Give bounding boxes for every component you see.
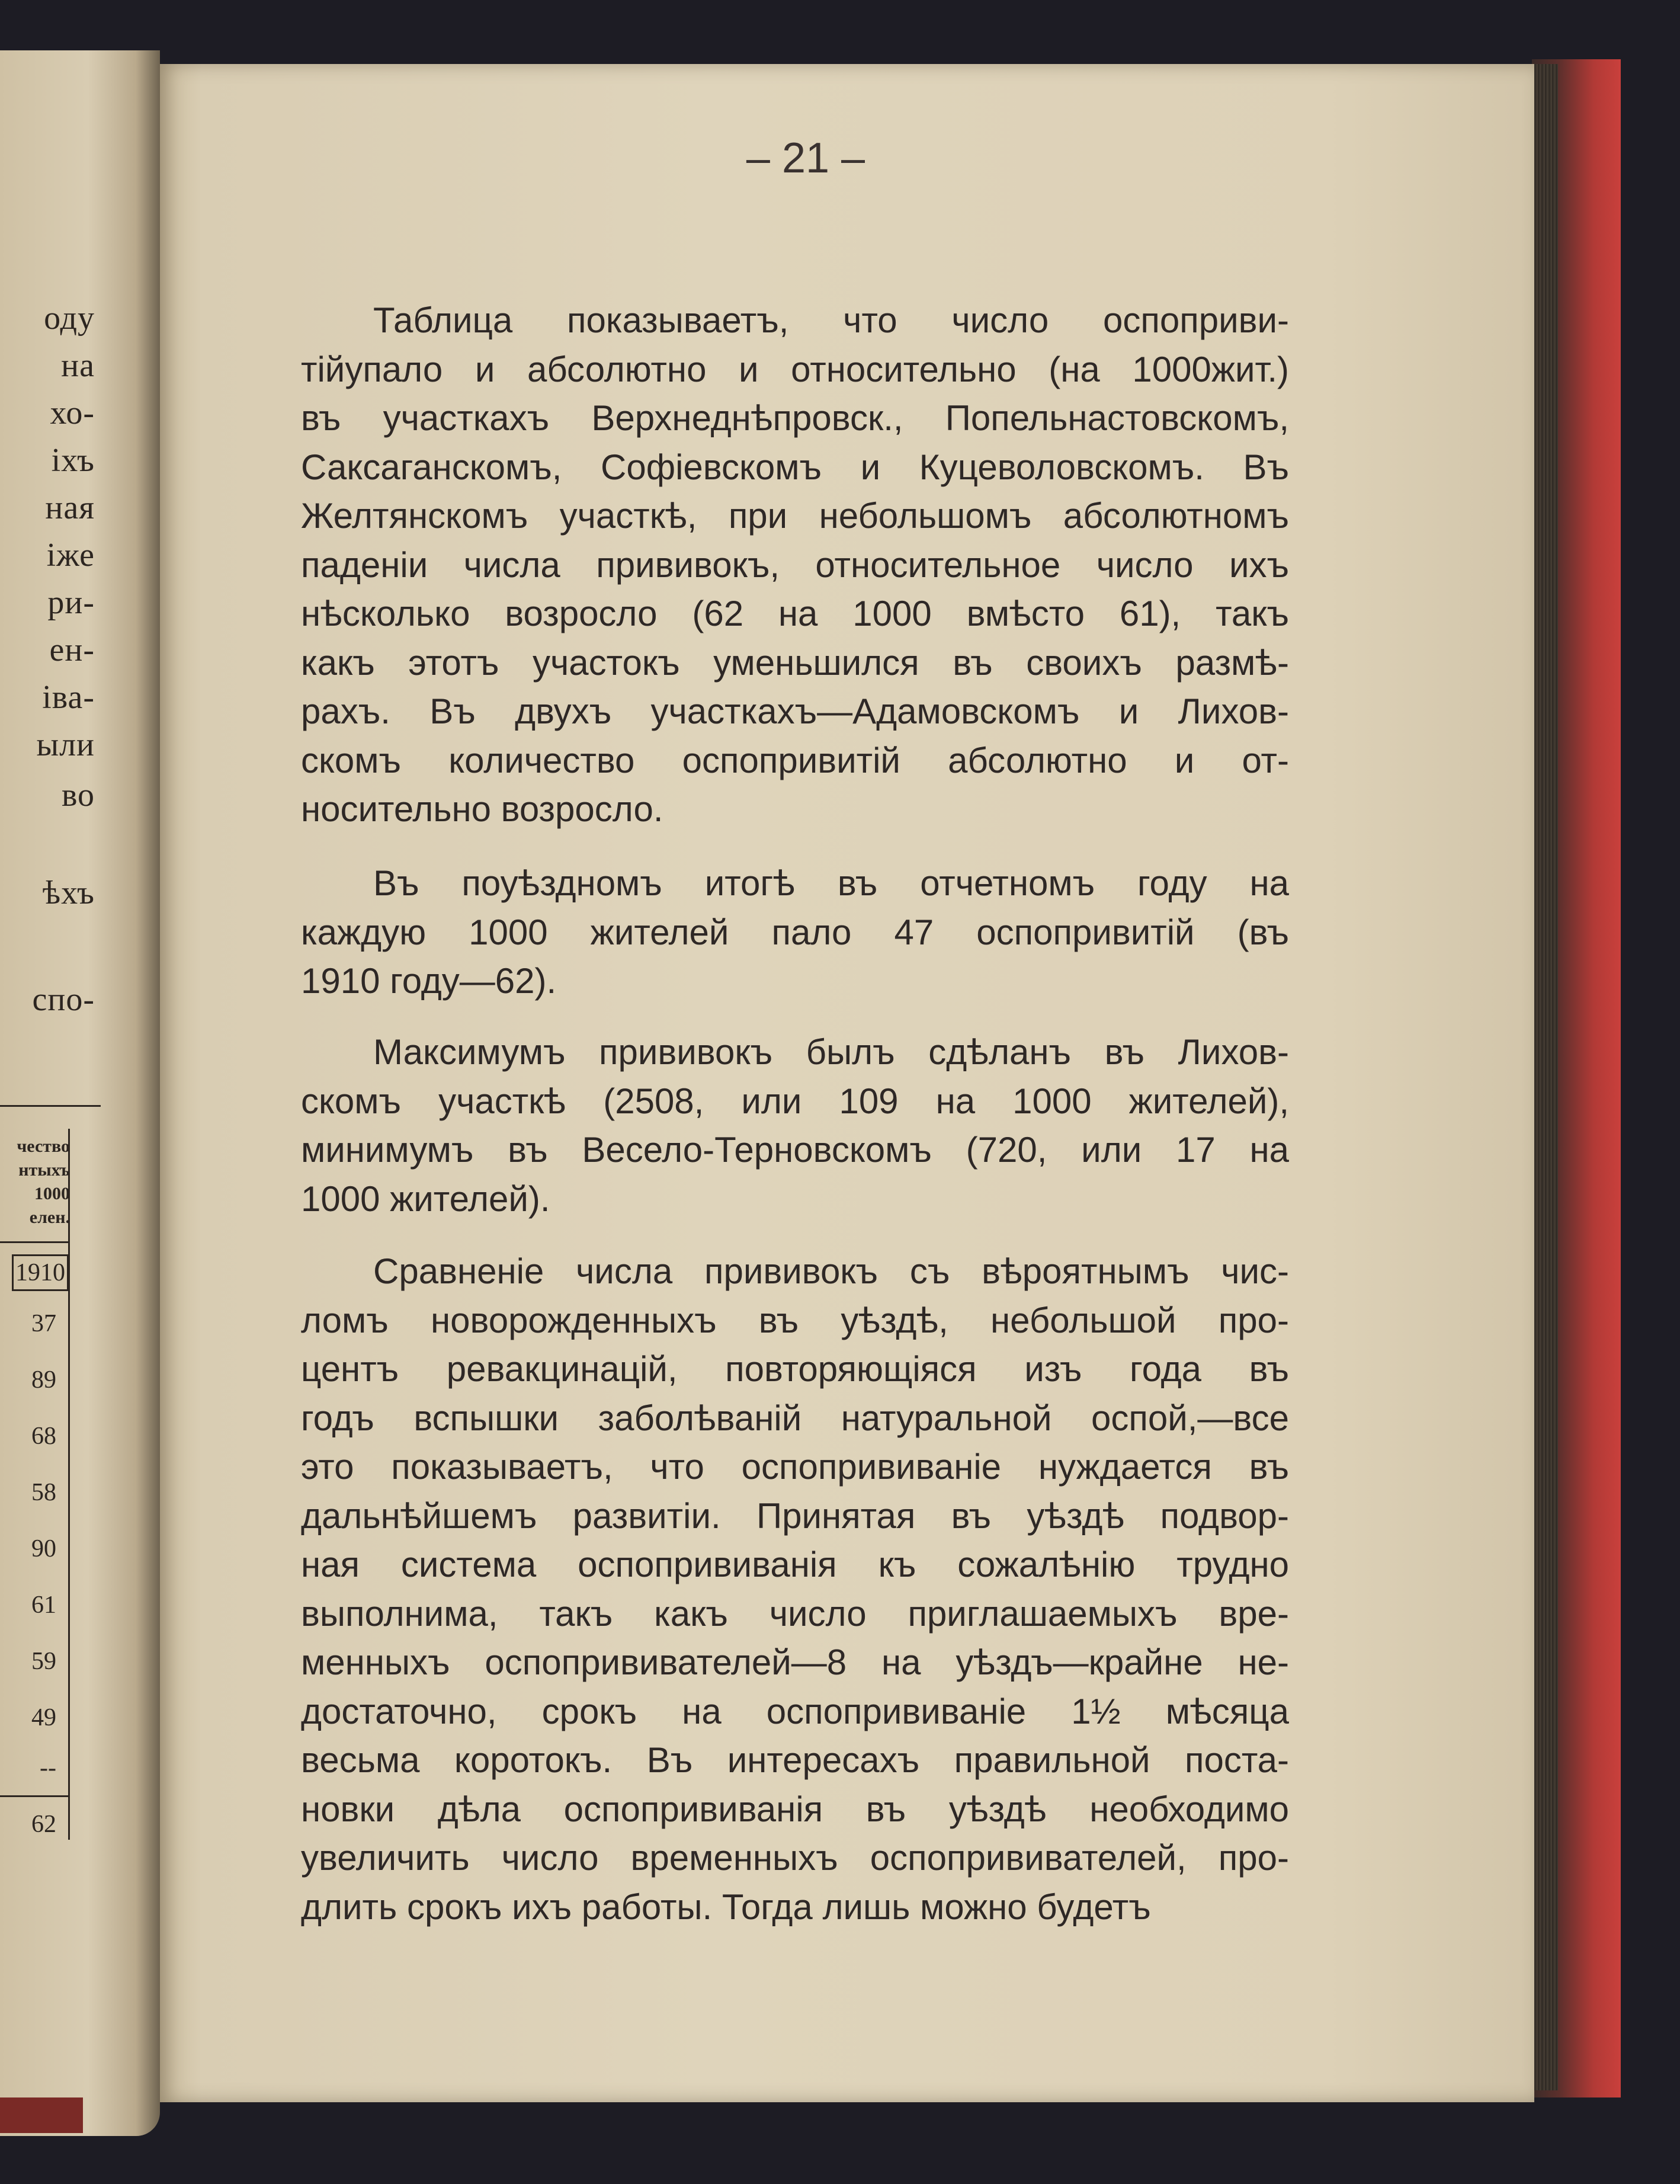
left-page-fragment: спо- [32,981,95,1018]
text-line: носительно возросло. [301,789,663,829]
text-line: достаточно, срокъ на оспопрививаніе 1½ мѣсяца [301,1691,1289,1731]
text-line: Саксаганскомъ, Софіевскомъ и Куцеволовскомъ. Въ [301,447,1289,487]
table-column-rule [68,1129,70,1840]
text-line: менныхъ оспопрививателей—8 на уѣздъ—крайне не- [301,1642,1289,1682]
left-cover-edge [0,2097,83,2133]
paragraph [301,1028,1289,1224]
text-line: это показываетъ, что оспопрививаніе нуждается въ [301,1447,1289,1487]
text-line: скомъ количество оспопривитій абсолютно и от- [301,740,1289,780]
left-page-fragment: іхъ [51,442,95,479]
text-line: ная система оспопрививанія къ сожалѣнію трудно [301,1545,1289,1584]
text-line: минимумъ въ Весело-Терновскомъ (720, или 17 на [301,1130,1289,1170]
text-line: 1000 жителей). [301,1179,550,1219]
text-line: Желтянскомъ участкѣ, при небольшомъ абсолютномъ [301,496,1289,536]
text-line: Таблица показываетъ, что число оспоприви- [373,300,1289,340]
left-page-fragment: ыли [36,726,95,763]
left-page-fragment: оду [44,300,95,337]
text-line: нѣсколько возросло (62 на 1000 вмѣсто 61), такъ [301,594,1289,633]
left-page-fragment: іва- [42,679,95,716]
text-line: увеличить число временныхъ оспопрививателей, про- [301,1838,1289,1878]
text-line: новки дѣла оспопрививанія въ уѣздѣ необходимо [301,1789,1289,1829]
text-line: Сравненіе числа прививокъ съ вѣроятнымъ чис- [373,1251,1289,1291]
left-page-table [0,1105,107,1863]
table-total-rule [0,1795,70,1797]
text-line: какъ этотъ участокъ уменьшился въ своихъ размѣ- [301,642,1289,683]
table-header-line: чество [17,1136,70,1156]
text-line: тійупало и абсолютно и относительно (на 1000жит.) [301,349,1289,389]
paragraph [301,859,1289,1006]
left-page-fragment: ен- [49,632,95,668]
table-value-cell: -- [40,1754,56,1782]
text-line: рахъ. Въ двухъ участкахъ—Адамовскомъ и Лихов- [301,691,1289,731]
left-page-fragment: ная [45,489,95,526]
text-line: Максимумъ прививокъ былъ сдѣланъ въ Лихов- [373,1032,1289,1072]
text-line: каждую 1000 жителей пало 47 оспопривитій (въ [301,912,1289,952]
table-value-cell: 37 [31,1310,56,1337]
text-line: длить срокъ ихъ работы. Тогда лишь можно будетъ [301,1887,1151,1927]
table-top-rule [0,1105,101,1107]
text-line: дальнѣйшемъ развитіи. Принятая въ уѣздѣ подвор- [301,1496,1289,1536]
text-line: паденіи числа прививокъ, относительное число ихъ [301,545,1289,585]
paragraph [301,1247,1289,1932]
text-line: Въ поуѣздномъ итогѣ въ отчетномъ году на [373,863,1289,903]
left-page-fragment: во [61,777,95,814]
left-page-fragment: хо- [50,395,95,431]
table-year-cell: 1910 [12,1254,69,1291]
text-line: ломъ новорожденныхъ въ уѣздѣ, небольшой про- [301,1300,1289,1340]
table-value-cell: 59 [31,1648,56,1675]
text-line: 1910 году—62). [301,961,557,1001]
text-line: центъ ревакцинацій, повторяющіяся изъ года въ [301,1349,1289,1389]
table-value-cell: 61 [31,1591,56,1619]
table-header-line: 1000 [34,1184,70,1203]
left-page-fragment: на [61,347,95,384]
table-value-cell: 89 [31,1366,56,1394]
left-page-fragment: іже [46,537,95,574]
paragraph [301,296,1289,834]
page-number: – 21 – [746,135,865,182]
text-line: выполнима, такъ какъ число приглашаемыхъ вре- [301,1593,1289,1634]
left-page-fragment: ѣхъ [42,875,95,911]
table-header-line: нтыхъ [18,1160,70,1180]
left-page-fragment: ри- [47,584,95,621]
table-value-cell: 90 [31,1535,56,1562]
table-header-rule [0,1241,70,1243]
table-value-cell: 58 [31,1479,56,1506]
text-line: годъ вспышки заболѣваній натуральной оспой,—все [301,1398,1289,1438]
table-header-line: елен. [29,1208,70,1227]
table-value-cell: 68 [31,1423,56,1450]
text-line: весьма коротокъ. Въ интересахъ правильной поста- [301,1740,1289,1780]
text-line: въ участкахъ Верхнеднѣпровск., Попельнастовскомъ, [301,398,1289,438]
text-line: скомъ участкѣ (2508, или 109 на 1000 жителей), [301,1081,1289,1121]
table-value-cell: 62 [31,1811,56,1838]
table-value-cell: 49 [31,1704,56,1731]
